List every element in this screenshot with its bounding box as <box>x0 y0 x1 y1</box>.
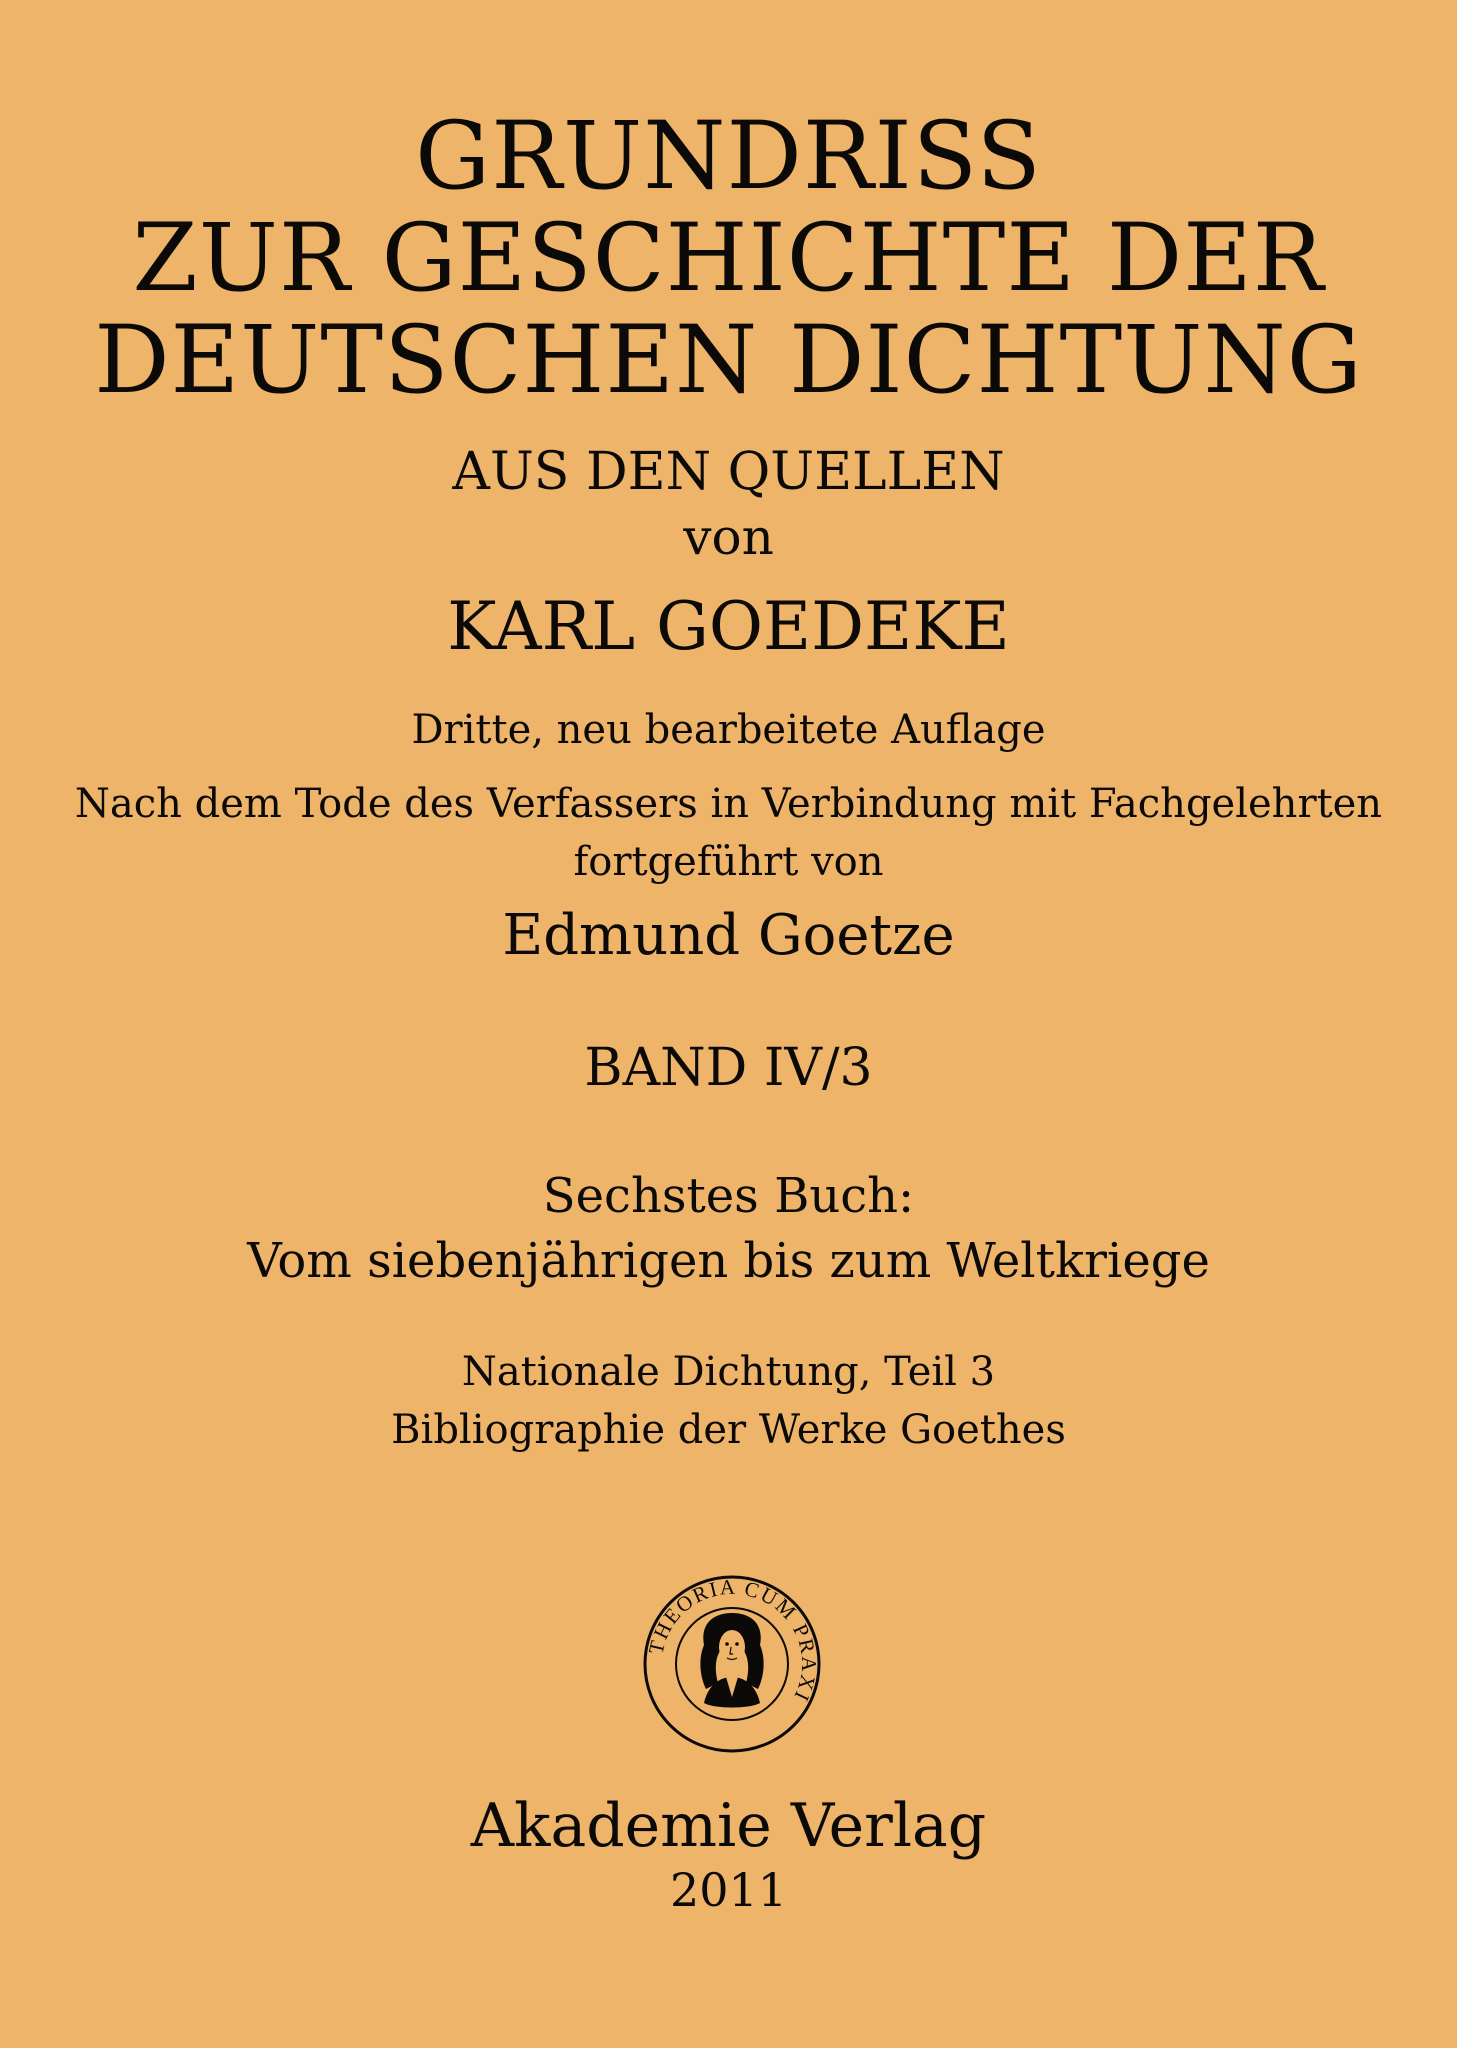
title-line-2: ZUR GESCHICHTE DER <box>132 204 1325 313</box>
title-line-3: DEUTSCHEN DICHTUNG <box>94 306 1363 415</box>
editor-name: Edmund Goetze <box>502 903 955 968</box>
publication-year: 2011 <box>669 1863 788 1917</box>
author-name: KARL GOEDEKE <box>447 588 1010 665</box>
book-line-2: Vom siebenjährigen bis zum Weltkriege <box>247 1233 1210 1289</box>
volume-label: BAND IV/3 <box>584 1038 873 1098</box>
title-line-1: GRUNDRISS <box>415 102 1042 211</box>
by-word: von <box>683 508 774 566</box>
continuation-line-1: Nach dem Tode des Verfassers in Verbindung mit Fachgelehrten <box>74 781 1383 827</box>
seal-portrait <box>700 1613 763 1708</box>
part-line-2: Bibliographie der Werke Goethes <box>391 1407 1066 1453</box>
publisher-seal-logo <box>642 1573 822 1755</box>
book-line-1: Sechstes Buch: <box>542 1168 915 1224</box>
subtitle: AUS DEN QUELLEN <box>452 442 1005 502</box>
part-line-1: Nationale Dichtung, Teil 3 <box>461 1349 996 1395</box>
publisher-name: Akademie Verlag <box>470 1791 987 1861</box>
seal-inscription: THEORIA CUM PRAXI <box>643 1574 822 1707</box>
edition-note: Dritte, neu bearbeitete Auflage <box>411 707 1046 753</box>
continuation-line-2: fortgeführt von <box>573 839 884 885</box>
